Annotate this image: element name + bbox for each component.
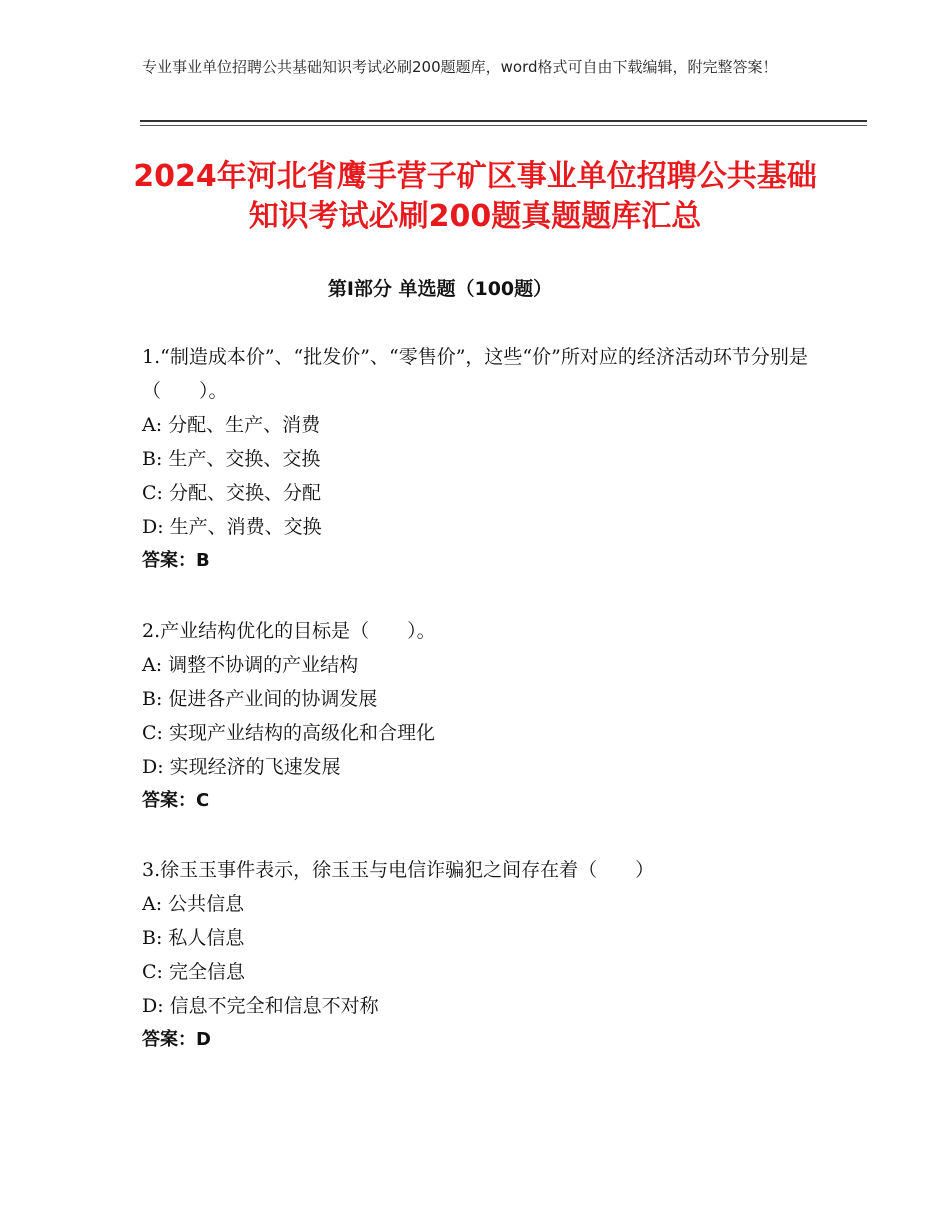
question-stem: 1.“制造成本价”、“批发价”、“零售价”，这些“价”所对应的经济活动环节分别是（ ）。 xyxy=(142,346,808,402)
header-divider-thin xyxy=(140,125,867,126)
option-a: A: 调整不协调的产业结构 xyxy=(142,654,359,676)
question-stem: 2.产业结构优化的目标是（ ）。 xyxy=(142,620,436,642)
question-stem: 3.徐玉玉事件表示，徐玉玉与电信诈骗犯之间存在着（ ） xyxy=(142,859,655,881)
answer: 答案：D xyxy=(142,1029,211,1050)
answer: 答案：B xyxy=(142,550,210,571)
option-c: C: 完全信息 xyxy=(142,961,245,983)
question-1 xyxy=(142,340,822,578)
header-divider-thick xyxy=(140,120,867,122)
answer: 答案：C xyxy=(142,790,210,811)
question-2 xyxy=(142,614,822,818)
header-note: 专业事业单位招聘公共基础知识考试必刷200题题库，word格式可自由下载编辑，附完整答案！ xyxy=(142,58,778,76)
option-c: C: 分配、交换、分配 xyxy=(142,482,321,504)
option-d: D: 生产、消费、交换 xyxy=(142,516,322,538)
option-c: C: 实现产业结构的高级化和合理化 xyxy=(142,722,435,744)
document-title: 2024年河北省鹰手营子矿区事业单位招聘公共基础知识考试必刷200题真题题库汇总 xyxy=(133,159,817,234)
option-a: A: 分配、生产、消费 xyxy=(142,414,321,436)
option-b: B: 生产、交换、交换 xyxy=(142,448,321,470)
option-a: A: 公共信息 xyxy=(142,893,245,915)
option-b: B: 促进各产业间的协调发展 xyxy=(142,688,378,710)
section-heading: 第Ⅰ部分 单选题（100题） xyxy=(327,278,553,300)
option-b: B: 私人信息 xyxy=(142,927,245,949)
option-d: D: 实现经济的飞速发展 xyxy=(142,756,341,778)
option-d: D: 信息不完全和信息不对称 xyxy=(142,995,379,1017)
question-3 xyxy=(142,853,822,1057)
